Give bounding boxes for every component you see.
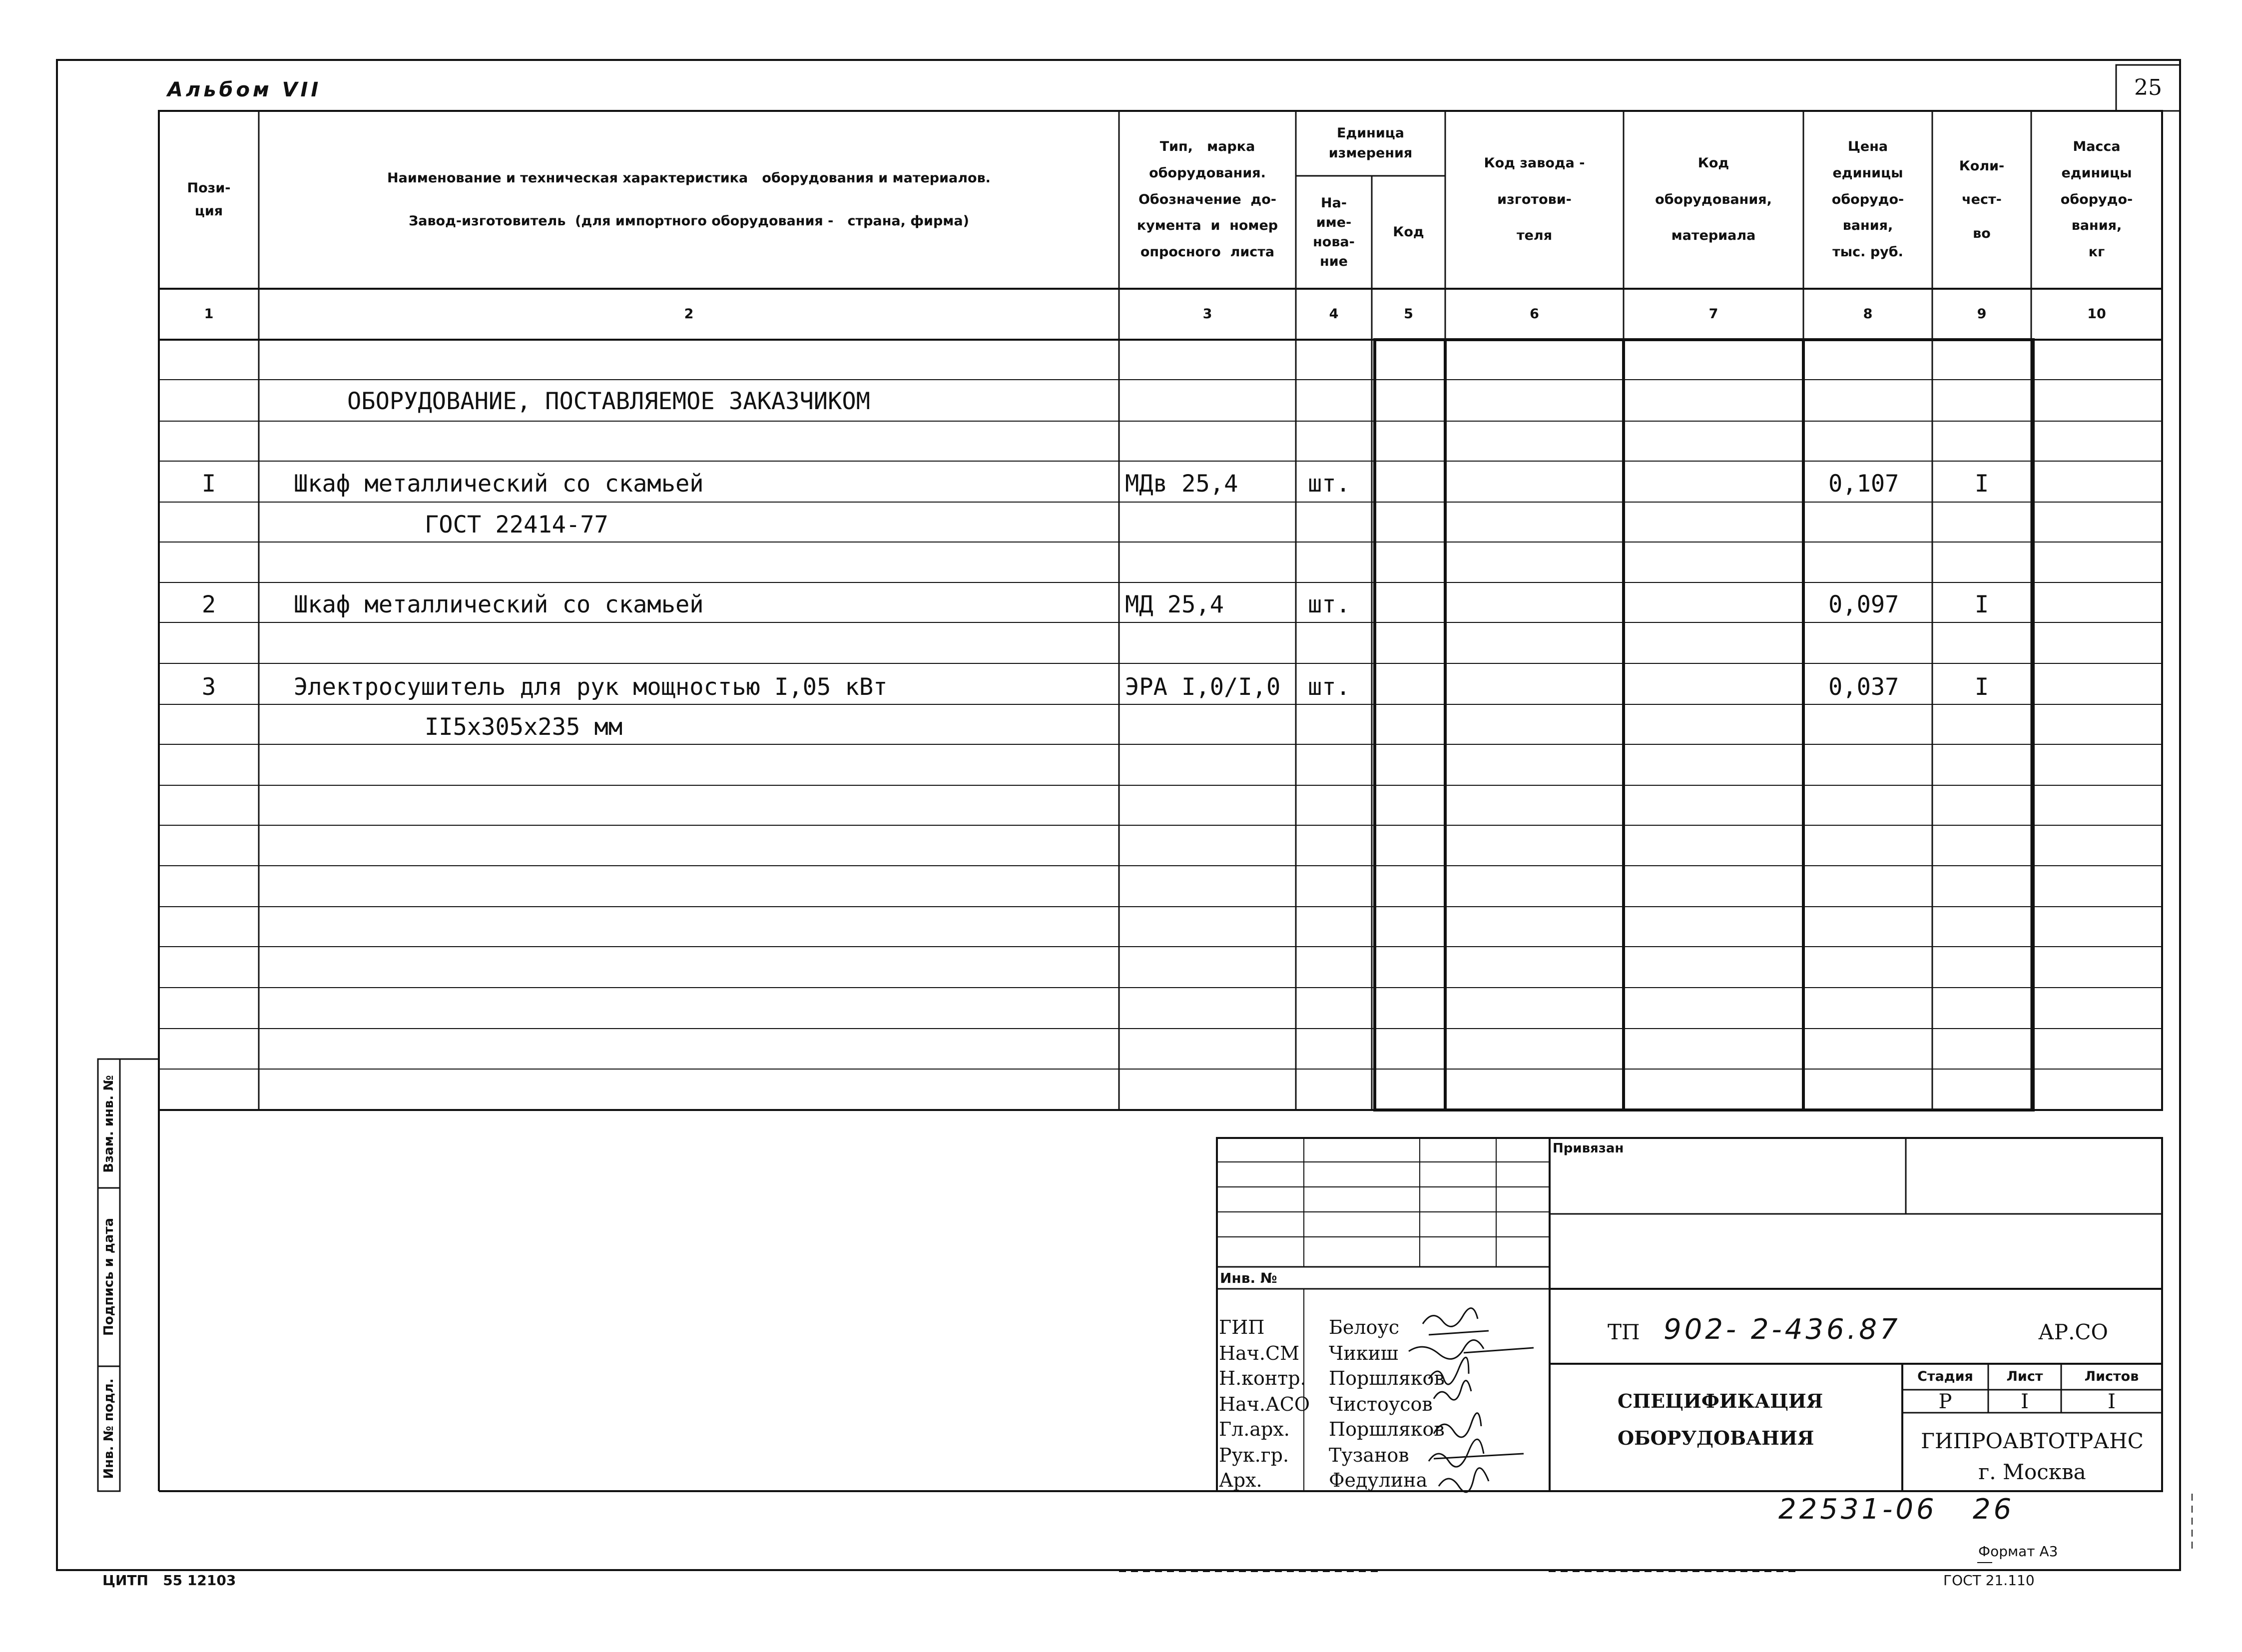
col-num-2: 2 (684, 306, 694, 322)
sheets-value: I (2108, 1390, 2116, 1413)
header-name (259, 111, 1119, 289)
doc-suffix: АР.СО (2038, 1320, 2108, 1344)
role-n-kontr: Н.контр. (1219, 1367, 1306, 1389)
privyazan-label: Привязан (1553, 1141, 1624, 1156)
item-1-unit: шт. (1308, 470, 1350, 498)
header-factory-code (1445, 111, 1624, 289)
col-num-3: 3 (1202, 306, 1212, 322)
archive-number: 22531-06 26 (1778, 1493, 2015, 1526)
item-1-qty: I (1974, 470, 1989, 498)
name-3: Поршляков (1329, 1367, 1445, 1389)
doc-number: 902- 2-436.87 (1664, 1313, 1901, 1346)
name-4: Чистоусов (1329, 1393, 1433, 1415)
name-7: Федулина (1329, 1469, 1428, 1491)
role-gip: ГИП (1219, 1316, 1265, 1338)
col-num-7: 7 (1708, 306, 1718, 322)
item-2-price: 0,097 (1828, 591, 1899, 618)
col-num-10: 10 (2087, 306, 2106, 322)
page-number: 25 (2134, 75, 2162, 100)
role-ruk-gr: Рук.гр. (1219, 1444, 1289, 1466)
header-equipment-code-label: Код оборудования, материала (1655, 155, 1772, 244)
header-price-label: Цена единицы оборудо- вания, тыс. руб. (1831, 139, 1904, 260)
doc-title-line1: СПЕЦИФИКАЦИЯ (1618, 1390, 1823, 1412)
header-price (1803, 111, 1932, 289)
side-vzam-inv: Взам. инв. № (101, 1075, 116, 1173)
header-quantity (1932, 111, 2031, 289)
side-inv-no: Инв. № подл. (101, 1378, 116, 1479)
sheet-value: I (2021, 1390, 2029, 1413)
role-nach-sm: Нач.СМ (1219, 1342, 1299, 1364)
header-unit-code (1372, 176, 1445, 289)
header-unit-group-label: Единица измерения (1328, 125, 1413, 161)
header-name-line1: Наименование и техническая характеристика оборудования и материалов. (387, 170, 991, 186)
col-num-8: 8 (1863, 306, 1873, 322)
item-2-pos: 2 (201, 591, 216, 618)
header-unit-name-label: На- име- нова- ние (1313, 195, 1355, 270)
side-sign-date: Подпись и дата (101, 1217, 116, 1336)
item-2-type: МД 25,4 (1125, 591, 1224, 618)
item-3-pos: 3 (201, 673, 216, 701)
header-type (1119, 111, 1296, 289)
doc-title-line2: ОБОРУДОВАНИЯ (1618, 1427, 1814, 1449)
item-3-unit: шт. (1308, 673, 1350, 701)
section-title: ОБОРУДОВАНИЕ, ПОСТАВЛЯЕМОЕ ЗАКАЗЧИКОМ (347, 388, 870, 415)
col-num-4: 4 (1329, 306, 1339, 322)
stage-value: Р (1938, 1390, 1952, 1413)
header-type-line2: оборудования. (1149, 165, 1266, 181)
header-factory-code-label: Код завода - изготови- теля (1484, 155, 1585, 244)
name-1: Белоус (1329, 1316, 1400, 1338)
col-num-6: 6 (1530, 306, 1539, 322)
gost-label: ГОСТ 21.110 (1943, 1572, 2035, 1589)
name-5: Поршляков (1329, 1418, 1445, 1440)
item-1-type: МДв 25,4 (1125, 470, 1238, 498)
header-position (159, 111, 259, 289)
name-6: Тузанов (1329, 1444, 1409, 1466)
format-label: Формат А3 (1978, 1543, 2058, 1560)
item-2-unit: шт. (1308, 591, 1350, 618)
role-gl-arkh: Гл.арх. (1219, 1418, 1290, 1440)
header-type-line3: Обозначение до- (1138, 191, 1276, 207)
col-num-5: 5 (1404, 306, 1413, 322)
header-unit-group (1296, 111, 1445, 176)
item-2-name: Шкаф металлический со скамьей (294, 591, 704, 618)
item-3-sub: II5x305x235 мм (425, 713, 623, 741)
header-mass-label: Масса единицы оборудо- вания, кг (2060, 139, 2133, 260)
header-type-line4: кумента и номер (1136, 218, 1278, 234)
header-equipment-code (1624, 111, 1803, 289)
header-unit-code-label: Код (1393, 224, 1424, 240)
role-nach-aso: Нач.АСО (1219, 1393, 1310, 1415)
item-1-price: 0,107 (1828, 470, 1899, 498)
role-arkh: Арх. (1219, 1469, 1262, 1491)
item-1-name: Шкаф металлический со скамьей (294, 470, 704, 498)
header-unit-name (1296, 176, 1372, 289)
stage-label: Стадия (1917, 1369, 1973, 1384)
sheets-label: Листов (2084, 1369, 2139, 1384)
item-2-qty: I (1974, 591, 1989, 618)
org-city: г. Москва (1978, 1460, 2086, 1484)
sheet-label: Лист (2006, 1369, 2043, 1384)
name-2: Чикиш (1329, 1342, 1399, 1364)
printer-label: ЦИТП 55 12103 (102, 1572, 236, 1589)
org-name: ГИПРОАВТОТРАНС (1921, 1429, 2144, 1453)
item-1-sub: ГОСТ 22414-77 (425, 511, 608, 539)
item-3-type: ЭРА I,0/I,0 (1125, 673, 1281, 701)
item-3-price: 0,037 (1828, 673, 1899, 701)
item-3-name: Электросушитель для рук мощностью I,05 кВт (294, 673, 888, 701)
inv-no-label: Инв. № (1220, 1270, 1277, 1286)
album-label: Альбом VII (167, 78, 322, 101)
item-3-qty: I (1974, 673, 1989, 701)
item-1-pos: I (201, 470, 216, 498)
header-position-label: Пози- ция (187, 180, 231, 219)
header-mass (2031, 111, 2162, 289)
doc-prefix: ТП (1608, 1320, 1640, 1344)
col-num-1: 1 (204, 306, 214, 322)
header-quantity-label: Коли- чест- во (1959, 158, 2005, 241)
header-type-line1: Тип, марка (1159, 139, 1255, 155)
header-type-line5: опросного листа (1140, 244, 1275, 260)
col-num-9: 9 (1977, 306, 1987, 322)
header-name-line2: Завод-изготовитель (для импортного оборудования - страна, фирма) (409, 213, 969, 229)
